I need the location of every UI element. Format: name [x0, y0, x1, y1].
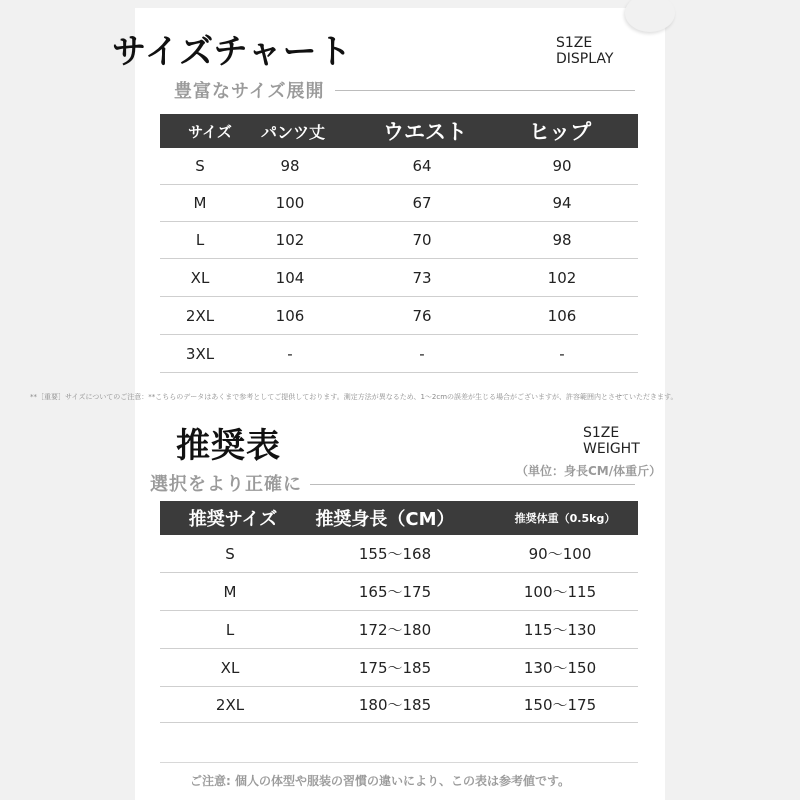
header-rec-size: 推奨サイズ	[188, 509, 278, 530]
recommend-table-body	[160, 535, 638, 723]
cell-rec-weight: 90～100	[528, 545, 592, 563]
footer-divider	[160, 762, 638, 763]
weight-label-1: S1ZE	[583, 425, 620, 441]
header-hip: ヒップ	[528, 120, 592, 144]
cell-rec-height: 175～185	[358, 659, 432, 677]
size-notice: **［重要］サイズについてのご注意：**こちらのデータはあくまで参考としてご提供しております。測定方法が異なるため、1～2cmの誤差が生じる場合がございますが、許容範囲内とさせていただきます。	[30, 393, 678, 401]
cell-rec-size: S	[225, 544, 235, 563]
cell-rec-weight: 115～130	[523, 621, 597, 639]
cell-rec-height: 165～175	[358, 583, 432, 601]
cell-length: 104	[275, 268, 305, 287]
subtitle-divider	[335, 90, 635, 91]
cell-waist: 64	[412, 157, 432, 175]
cell-waist: 67	[412, 194, 432, 212]
table-row	[160, 573, 638, 611]
cell-hip: -	[559, 344, 565, 363]
weight-label-2: WEIGHT	[583, 441, 640, 457]
cell-size: XL	[190, 268, 210, 287]
unit-note: （単位：身長CM/体重斤）	[516, 464, 662, 478]
recommend-table-header	[160, 501, 638, 535]
cell-rec-size: M	[223, 582, 237, 601]
table-row	[160, 335, 638, 373]
size-chart-title: サイズチャート	[112, 32, 353, 72]
cell-size: 2XL	[185, 306, 215, 325]
cell-hip: 94	[552, 194, 572, 212]
table-row	[160, 148, 638, 185]
cell-hip: 98	[552, 231, 572, 249]
cell-length: 106	[275, 306, 305, 325]
cell-size: S	[195, 157, 205, 175]
header-rec-weight: 推奨体重（0.5kg）	[514, 512, 616, 525]
cell-waist: 73	[412, 268, 432, 287]
cell-hip: 106	[547, 306, 577, 325]
cell-rec-weight: 130～150	[523, 659, 597, 677]
cell-rec-size: 2XL	[215, 695, 245, 714]
table-row	[160, 185, 638, 222]
cell-rec-weight: 150～175	[523, 696, 597, 714]
cell-rec-height: 180～185	[358, 696, 432, 714]
cell-rec-size: XL	[220, 658, 240, 677]
size-table-body	[160, 148, 638, 373]
table-row	[160, 259, 638, 297]
size-display-label-1: S1ZE	[556, 35, 593, 51]
header-length: パンツ丈	[260, 122, 325, 142]
cell-hip: 102	[547, 268, 577, 287]
cell-waist: 76	[412, 306, 432, 325]
cell-waist: -	[419, 344, 425, 363]
cell-rec-height: 172～180	[358, 621, 432, 639]
cell-waist: 70	[412, 231, 432, 249]
cell-rec-size: L	[225, 620, 235, 639]
page-curl-decoration	[625, 0, 675, 32]
size-chart-subtitle: 豊富なサイズ展開	[174, 81, 325, 102]
table-row	[160, 222, 638, 259]
recommend-title: 推奨表	[176, 426, 281, 466]
table-row	[160, 535, 638, 573]
table-row	[160, 687, 638, 723]
cell-size: L	[195, 231, 205, 249]
cell-size: M	[193, 194, 207, 212]
table-row	[160, 297, 638, 335]
recommend-subtitle: 選択をより正確に	[150, 474, 302, 495]
table-row	[160, 611, 638, 649]
cell-hip: 90	[552, 157, 572, 175]
cell-rec-weight: 100～115	[523, 583, 597, 601]
cell-length: 98	[280, 157, 300, 175]
header-rec-height: 推奨身長（CM）	[315, 509, 455, 530]
header-waist: ウエスト	[383, 120, 467, 144]
table-row	[160, 649, 638, 687]
header-size: サイズ	[188, 122, 232, 141]
cell-length: 102	[275, 231, 305, 249]
size-display-label-2: DISPLAY	[556, 51, 614, 67]
recommend-divider	[310, 484, 635, 485]
size-table-header	[160, 114, 638, 148]
cell-length: 100	[275, 194, 305, 212]
cell-length: -	[287, 344, 293, 363]
cell-size: 3XL	[185, 344, 215, 363]
cell-rec-height: 155～168	[358, 545, 432, 563]
footer-note: ご注意: 個人の体型や服装の習慣の違いにより、この表は参考値です。	[190, 774, 571, 788]
